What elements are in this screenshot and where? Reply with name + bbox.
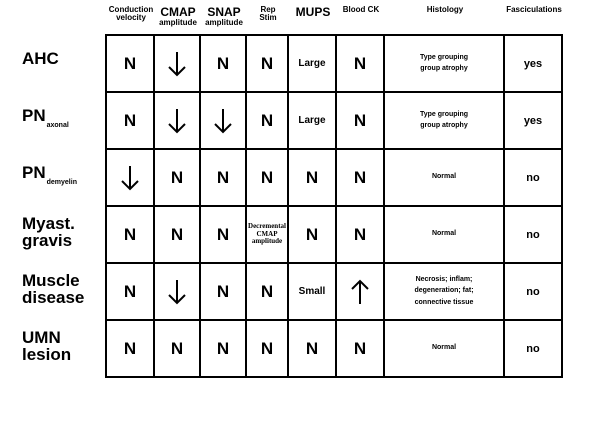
cell-text: N — [305, 338, 319, 358]
header-snap-amplitude — [201, 6, 247, 27]
cell-snap-amplitude — [200, 263, 246, 320]
cell-cmap-amplitude — [154, 263, 200, 320]
cell-rep-stim — [246, 263, 288, 320]
cell-rep-stim — [246, 206, 288, 263]
cell-text-line: Normal — [431, 230, 457, 238]
header-fasciculations — [505, 6, 563, 14]
header-sub-text: velocity — [116, 13, 146, 23]
cell-mups — [288, 35, 336, 92]
cell-text: Small — [298, 286, 326, 297]
cell-conduction-velocity — [106, 35, 154, 92]
cell-blood-ck — [336, 92, 384, 149]
cell-text: N — [260, 281, 274, 301]
cell-text: N — [260, 338, 274, 358]
cell-text-line: Type grouping — [419, 53, 469, 61]
cell-text: N — [216, 167, 230, 187]
row-label-text: AHC — [22, 49, 59, 68]
cell-conduction-velocity — [106, 149, 154, 206]
header-rep-stim — [247, 6, 289, 23]
row-label-text: PN — [22, 163, 46, 182]
row-label-text: Myast. — [22, 214, 75, 233]
cell-text: N — [123, 224, 137, 244]
cell-blood-ck — [336, 263, 384, 320]
row-label — [22, 164, 77, 186]
cell-text: N — [170, 167, 184, 187]
cell-text: no — [526, 171, 540, 184]
cell-mups — [288, 92, 336, 149]
cell-conduction-velocity — [106, 92, 154, 149]
cell-text-line: Normal — [431, 344, 457, 352]
cell-mups — [288, 206, 336, 263]
header-main-text: Blood CK — [342, 5, 380, 14]
cell-snap-amplitude — [200, 35, 246, 92]
header-main-text: CMAP — [160, 5, 196, 19]
cell-blood-ck — [336, 320, 384, 377]
cell-text: N — [216, 281, 230, 301]
header-histology — [385, 6, 505, 14]
cell-text: N — [353, 53, 367, 73]
cell-text: Large — [298, 115, 326, 126]
cell-cmap-amplitude — [154, 320, 200, 377]
row-label-line2: gravis — [22, 231, 73, 250]
header-sub-text: amplitude — [205, 17, 243, 27]
cell-text: no — [526, 228, 540, 241]
cell-text: yes — [523, 57, 543, 70]
cell-text-line: group atrophy — [420, 122, 468, 129]
cell-text: no — [526, 342, 540, 355]
cell-fasciculations — [504, 263, 562, 320]
cell-histology — [384, 149, 504, 206]
cell-text: N — [305, 224, 319, 244]
table-row — [106, 320, 562, 377]
cell-text-line: group atrophy — [420, 65, 468, 72]
cell-snap-amplitude — [200, 320, 246, 377]
cell-rep-stim — [246, 92, 288, 149]
header-cmap-amplitude — [155, 6, 201, 27]
cell-text-line: connective tissue — [414, 298, 474, 306]
cell-fasciculations — [504, 35, 562, 92]
header-blood-ck — [337, 6, 385, 14]
cell-fasciculations — [504, 149, 562, 206]
cell-cmap-amplitude — [154, 35, 200, 92]
cell-cmap-amplitude — [154, 92, 200, 149]
row-label-line2: disease — [22, 288, 85, 307]
cell-snap-amplitude — [200, 92, 246, 149]
cell-histology — [384, 92, 504, 149]
cell-text: N — [216, 224, 230, 244]
cell-histology — [384, 263, 504, 320]
cell-text: N — [353, 167, 367, 187]
cell-text: N — [353, 110, 367, 130]
cell-histology — [384, 206, 504, 263]
cell-rep-stim — [246, 35, 288, 92]
table-row — [106, 92, 562, 149]
cell-text: N — [260, 53, 274, 73]
cell-snap-amplitude — [200, 206, 246, 263]
cell-mups — [288, 263, 336, 320]
row-label-subscript: axonal — [46, 122, 69, 129]
cell-text: N — [123, 53, 137, 73]
cell-conduction-velocity — [106, 263, 154, 320]
cell-cmap-amplitude — [154, 206, 200, 263]
cell-text: N — [170, 338, 184, 358]
table-row — [106, 206, 562, 263]
row-label-text: PN — [22, 106, 46, 125]
cell-text: N — [353, 224, 367, 244]
row-label — [22, 272, 84, 306]
header-conduction-velocity — [107, 6, 155, 23]
row-label-line2: lesion — [22, 345, 72, 364]
arrow-down-icon — [120, 164, 140, 192]
cell-text-line: amplitude — [251, 237, 283, 246]
cell-text: N — [260, 110, 274, 130]
arrow-down-icon — [213, 107, 233, 135]
cell-text: N — [216, 53, 230, 73]
cell-blood-ck — [336, 206, 384, 263]
cell-histology — [384, 320, 504, 377]
row-label-text: Muscle — [22, 271, 80, 290]
cell-blood-ck — [336, 35, 384, 92]
header-main-text: Rep — [260, 5, 276, 14]
cell-text-line: Normal — [431, 173, 457, 181]
table-row — [106, 149, 562, 206]
cell-text: N — [123, 281, 137, 301]
cell-text: N — [353, 338, 367, 358]
arrow-down-icon — [167, 50, 187, 78]
cell-mups — [288, 149, 336, 206]
row-label-text: UMN — [22, 328, 61, 347]
cell-blood-ck — [336, 149, 384, 206]
cell-mups — [288, 320, 336, 377]
header-mups — [289, 6, 337, 19]
cell-fasciculations — [504, 320, 562, 377]
header-main-text: Histology — [426, 5, 464, 14]
cell-text: N — [216, 338, 230, 358]
arrow-down-icon — [167, 107, 187, 135]
cell-cmap-amplitude — [154, 149, 200, 206]
cell-text: N — [260, 167, 274, 187]
cell-text: no — [526, 285, 540, 298]
arrow-down-icon — [167, 278, 187, 306]
header-sub-text: amplitude — [159, 17, 197, 27]
cell-conduction-velocity — [106, 320, 154, 377]
cell-text: N — [305, 167, 319, 187]
cell-rep-stim — [246, 149, 288, 206]
cell-fasciculations — [504, 92, 562, 149]
cell-rep-stim — [246, 320, 288, 377]
cell-text: yes — [523, 114, 543, 127]
header-main-text: Conduction — [108, 5, 154, 14]
cell-snap-amplitude — [200, 149, 246, 206]
row-label — [22, 329, 71, 363]
cell-histology — [384, 35, 504, 92]
header-main-text: MUPS — [295, 5, 331, 19]
cell-text: Large — [298, 58, 326, 69]
cell-conduction-velocity — [106, 206, 154, 263]
cell-text: N — [123, 110, 137, 130]
cell-text-line: Necrosis; inflam; — [415, 276, 473, 284]
row-label — [22, 215, 75, 249]
cell-fasciculations — [504, 206, 562, 263]
arrow-up-icon — [350, 278, 370, 306]
cell-text-line: CMAP — [256, 229, 278, 238]
cell-text: N — [123, 338, 137, 358]
comparison-table — [105, 34, 563, 378]
header-sub-text: Stim — [259, 13, 277, 23]
cell-text: N — [170, 224, 184, 244]
cell-text-line: degeneration; fat; — [414, 287, 474, 295]
row-label — [22, 107, 69, 129]
row-label — [22, 50, 59, 67]
header-main-text: Fasciculations — [506, 5, 562, 14]
header-main-text: SNAP — [207, 5, 241, 19]
cell-text-line: Type grouping — [419, 110, 469, 118]
cell-text-line: Decremental — [248, 221, 286, 230]
row-label-subscript: demyelin — [46, 179, 77, 186]
table-row — [106, 35, 562, 92]
table-row — [106, 263, 562, 320]
